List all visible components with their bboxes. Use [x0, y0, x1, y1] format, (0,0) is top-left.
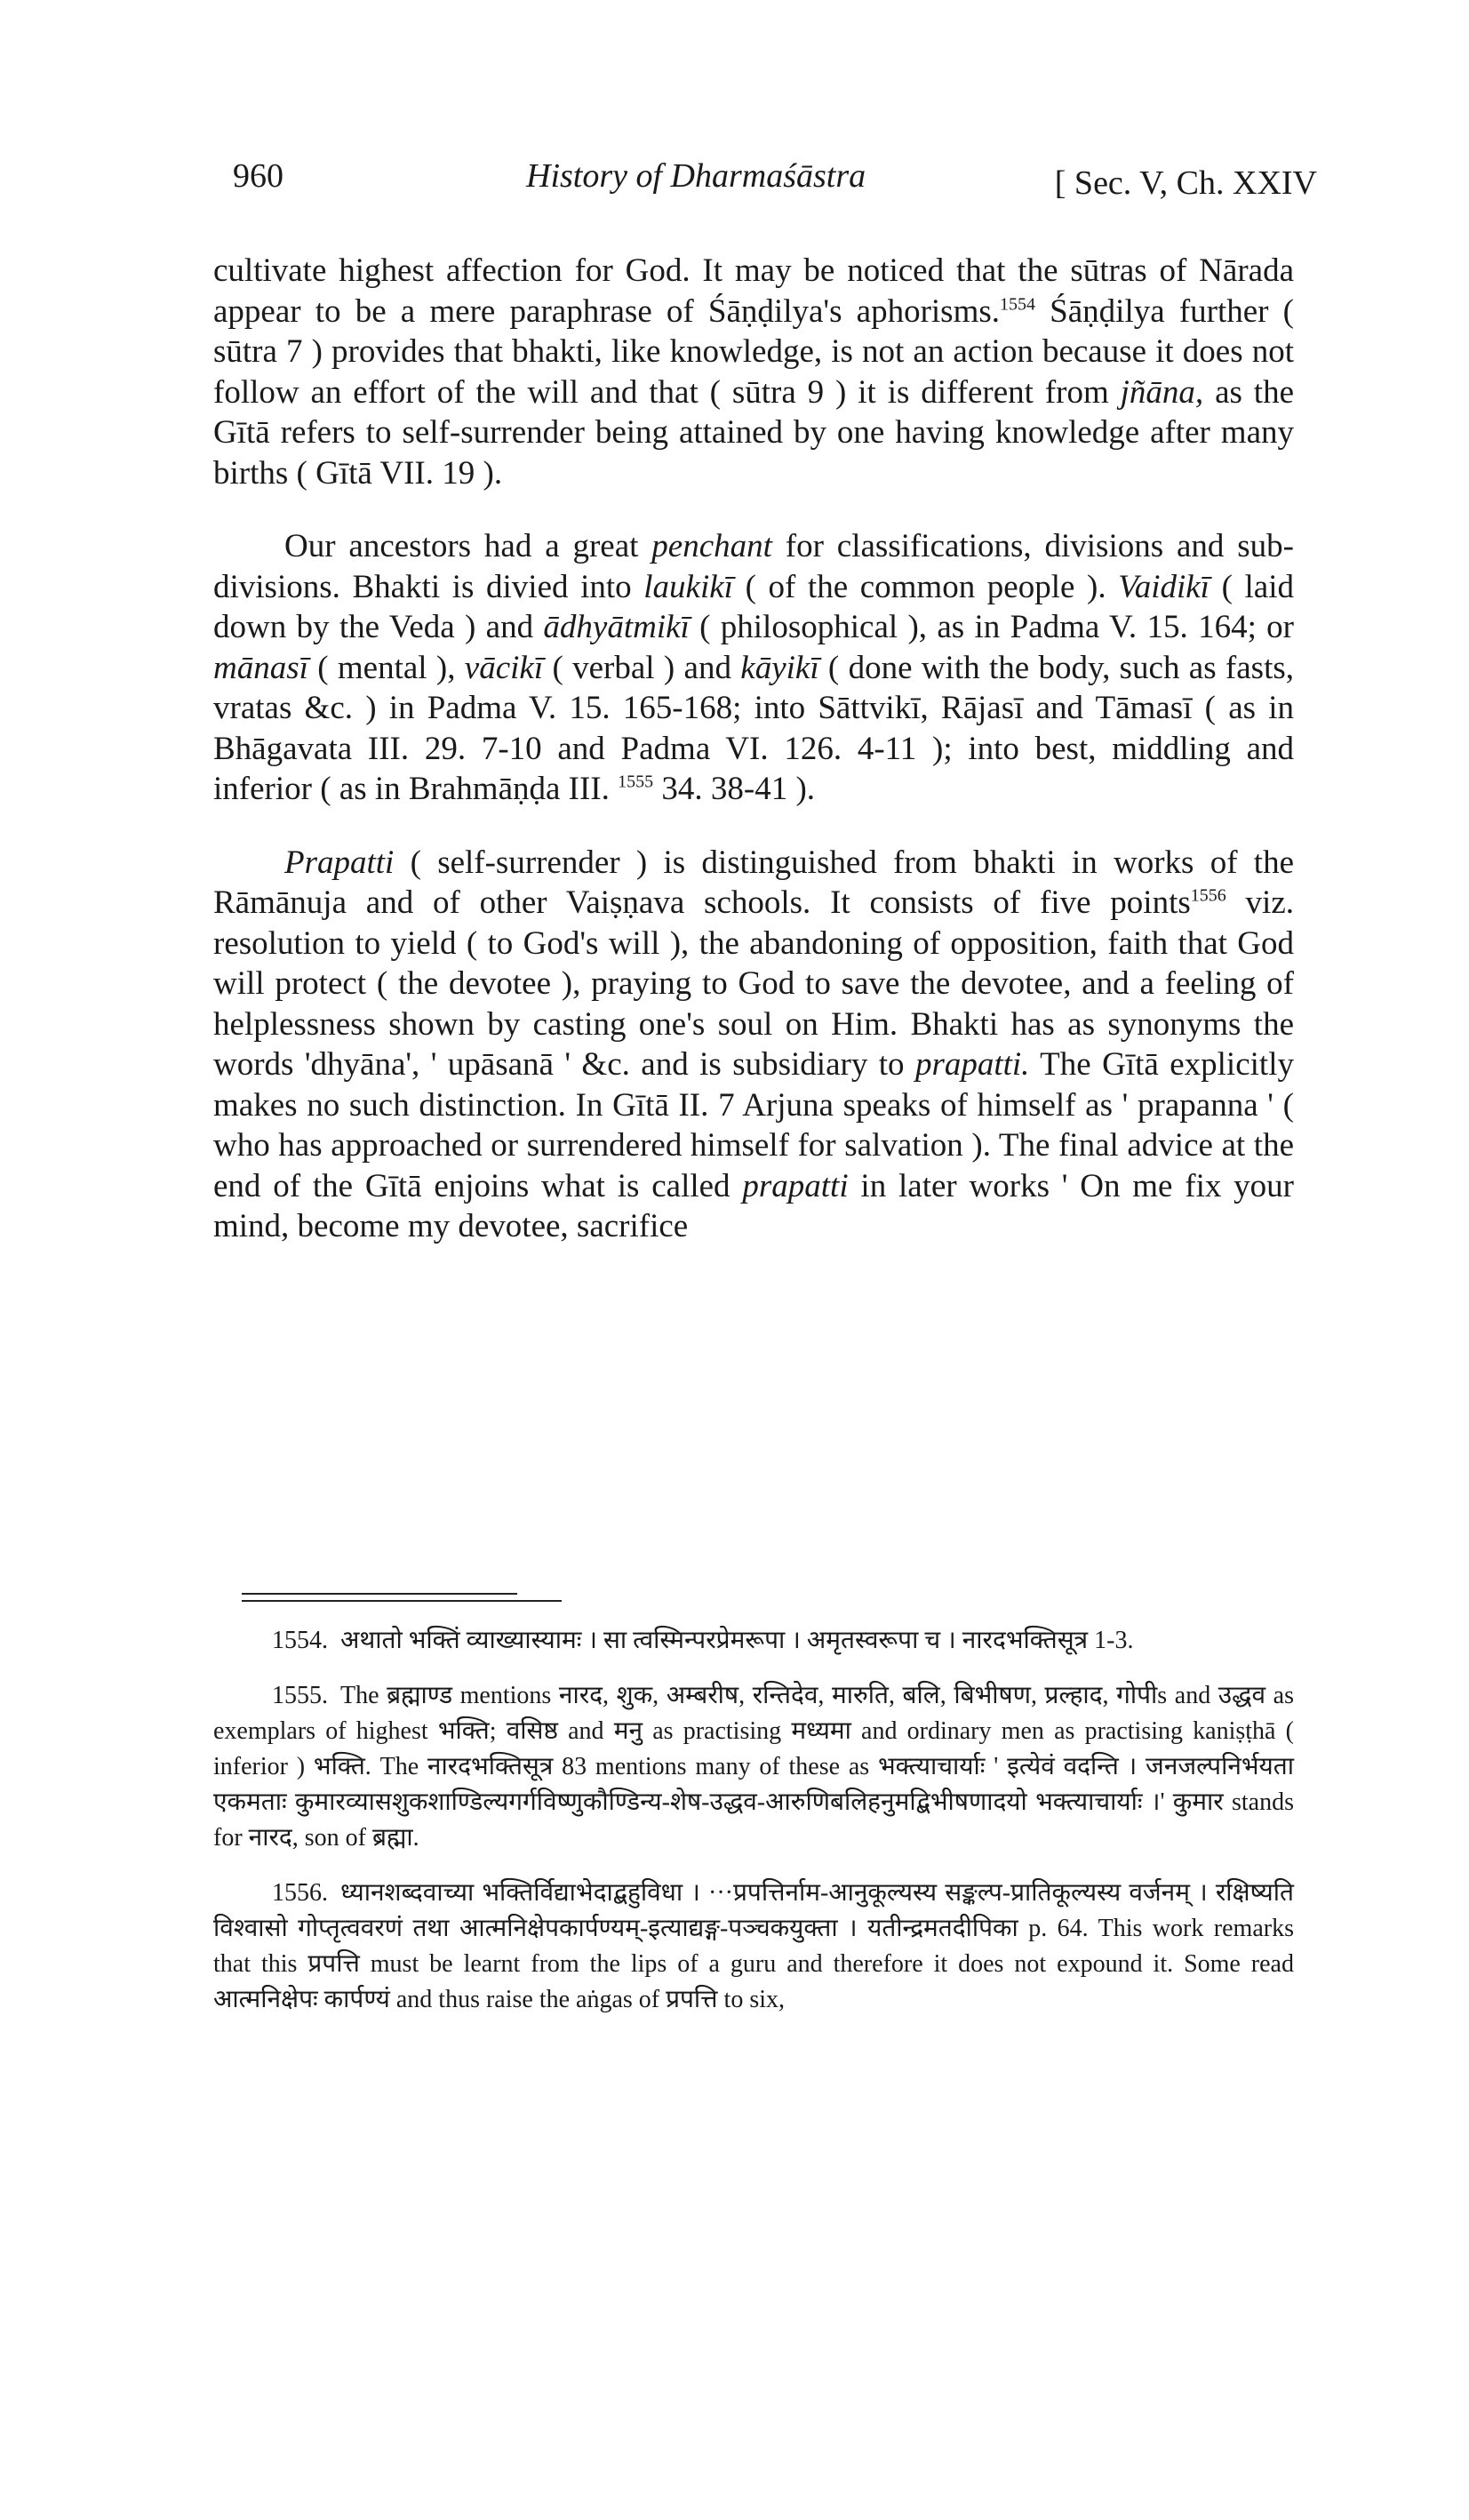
page-number: 960 [233, 157, 283, 195]
footnote-text: The ब्रह्माण्ड mentions नारद, शुक, अम्बरीष, रन्तिदेव, मारुति, बलि, बिभीषण, प्रल्हाद, गोपीs and उद्धव as exemplars of highest भक्ति; वसिष्ठ and मनु as practising मध्यमा and ordinary men as practising kaniṣṭhā ( inferior ) भक्ति. The नारदभक्तिसूत्र 83 mentions many of these as भक्त्याचार्याः ' इत्येवं वदन्ति । जनजल्पनिर्भयता एकमताः कुमारव्यासशुकशाण्डिल्यगर्गविष्णुकौण्डिन्य-शेष-उद्धव-आरुणिबलिहनुमद्बिभीषणादयो भक्त्याचार्याः ।' कुमार stands for नारद, son of ब्रह्मा. [213, 1682, 1294, 1852]
footnotes [213, 1623, 1294, 2037]
text-run: ( philosophical ), as in Padma V. 15. 164; or [689, 609, 1294, 645]
paragraph-2 [213, 526, 1294, 810]
running-title: History of Dharmaśāstra [526, 157, 866, 195]
footnote-1555 [213, 1678, 1294, 1856]
main-text [213, 251, 1294, 1247]
text-run: Our ancestors had a great [284, 528, 652, 564]
italic-term: jñāna, [1120, 373, 1204, 411]
footnote-ref-1554: 1554 [1000, 294, 1035, 315]
italic-term: Prapatti [284, 844, 395, 881]
text-run: in later works ' On me fix your mind, become my devotee, sacrifice [213, 1167, 1294, 1244]
footnote-number: 1555. [272, 1682, 328, 1709]
text-run: ( done with the body, such as fasts, vratas &c. ) in Padma V. 15. 165-168; into Sāttvikī, Rājasī and Tāmasī ( as in Bhāgavata III. 29. 7-10 and Padma VI. 126. 4-11 ); into best, middling and inferior ( as in Brahmāṇḍa III. [213, 649, 1295, 807]
footnote-1554 [213, 1623, 1294, 1659]
text-run: ( verbal ) and [543, 649, 741, 686]
italic-term: vācikī [464, 649, 544, 686]
text-run: Śāṇḍilya further ( sūtra 7 ) provides that bhakti, like knowledge, is not an action because it does not follow an effort of the will and that ( sūtra 9 ) it is different from [213, 292, 1294, 411]
text-run: ( mental ), [307, 649, 465, 686]
footnote-ref-1555: 1555 [618, 772, 654, 792]
footnote-separator [242, 1593, 517, 1595]
paragraph-3 [213, 843, 1294, 1247]
italic-term: mānasī [213, 649, 308, 686]
italic-term: penchant [651, 528, 772, 564]
text-run: 34. 38-41 ). [653, 771, 816, 807]
footnote-1556 [213, 1876, 1294, 2018]
footnote-text: ध्यानशब्दवाच्या भक्तिर्विद्याभेदाद्बहुविधा । ···प्रपत्तिर्नाम-आनुकूल्यस्य सङ्कल्प-प्रातिकूल्यस्य वर्जनम् । रक्षिष्यति विश्वासो गोप्तृत्ववरणं तथा आत्मनिक्षेपकार्पण्यम्-इत्याद्यङ्ग-पञ्चकयुक्ता । यतीन्द्रमतदीपिका p. 64. This work remarks that this प्रपत्ति must be learnt from the lips of a guru and therefore it does not expound it. Some read आत्मनिक्षेपः कार्पण्यं and thus raise the aṅgas of प्रपत्ति to six, [213, 1879, 1294, 2013]
italic-term: prapatti [742, 1167, 849, 1204]
paragraph-1 [213, 251, 1294, 493]
page-header [233, 156, 1317, 210]
section-reference: [ Sec. V, Ch. XXIV [1054, 164, 1317, 202]
italic-term: kāyikī [740, 649, 819, 686]
footnote-separator [242, 1600, 562, 1602]
text-run: cultivate highest affection for God. It may be noticed that the sūtras of Nārada appear to be a mere paraphrase of Śāṇḍilya's aphorisms. [213, 252, 1294, 330]
text-run: ( laid down by the Veda ) and [213, 568, 1294, 645]
footnote-text: अथातो भक्तिं व्याख्यास्यामः । सा त्वस्मिन्परप्रेमरूपा । अमृतस्वरूपा च । नारदभक्तिसूत्र 1-3. [340, 1627, 1134, 1654]
italic-term: ādhyātmikī [543, 609, 690, 645]
footnote-number: 1556. [272, 1879, 328, 1907]
text-run: The Gītā explicitly makes no such distinction. In Gītā II. 7 Arjuna speaks of himself as ' prapanna ' ( who has approached or surrendered himself for salvation ). The final advice at the end of the Gītā enjoins what is called [213, 1046, 1294, 1204]
text-run: viz. resolution to yield ( to God's will ), the abandoning of opposition, faith that God will protect ( the devotee ), praying to God to save the devotee, and a feeling of helplessness shown by casting one's soul on Him. Bhakti has as synonyms the words 'dhyāna', ' upāsanā ' &c. and is subsidiary to [213, 884, 1294, 1083]
text-run: ( self-surrender ) is distinguished from bhakti in works of the Rāmānuja and of other Vaiṣṇava schools. It consists of five points [213, 844, 1294, 921]
italic-term: prapatti. [914, 1046, 1030, 1083]
italic-term: laukikī [643, 568, 733, 605]
text-run: as the Gītā refers to self-surrender being attained by one having knowledge after many births ( Gītā VII. 19 ). [213, 373, 1294, 492]
italic-term: Vaidikī [1118, 568, 1210, 605]
footnote-number: 1554. [272, 1627, 328, 1654]
text-run: for classifications, divisions and sub-divisions. Bhakti is divied into [213, 528, 1294, 605]
footnote-ref-1556: 1556 [1190, 885, 1226, 906]
text-run: ( of the common people ). [732, 568, 1119, 605]
